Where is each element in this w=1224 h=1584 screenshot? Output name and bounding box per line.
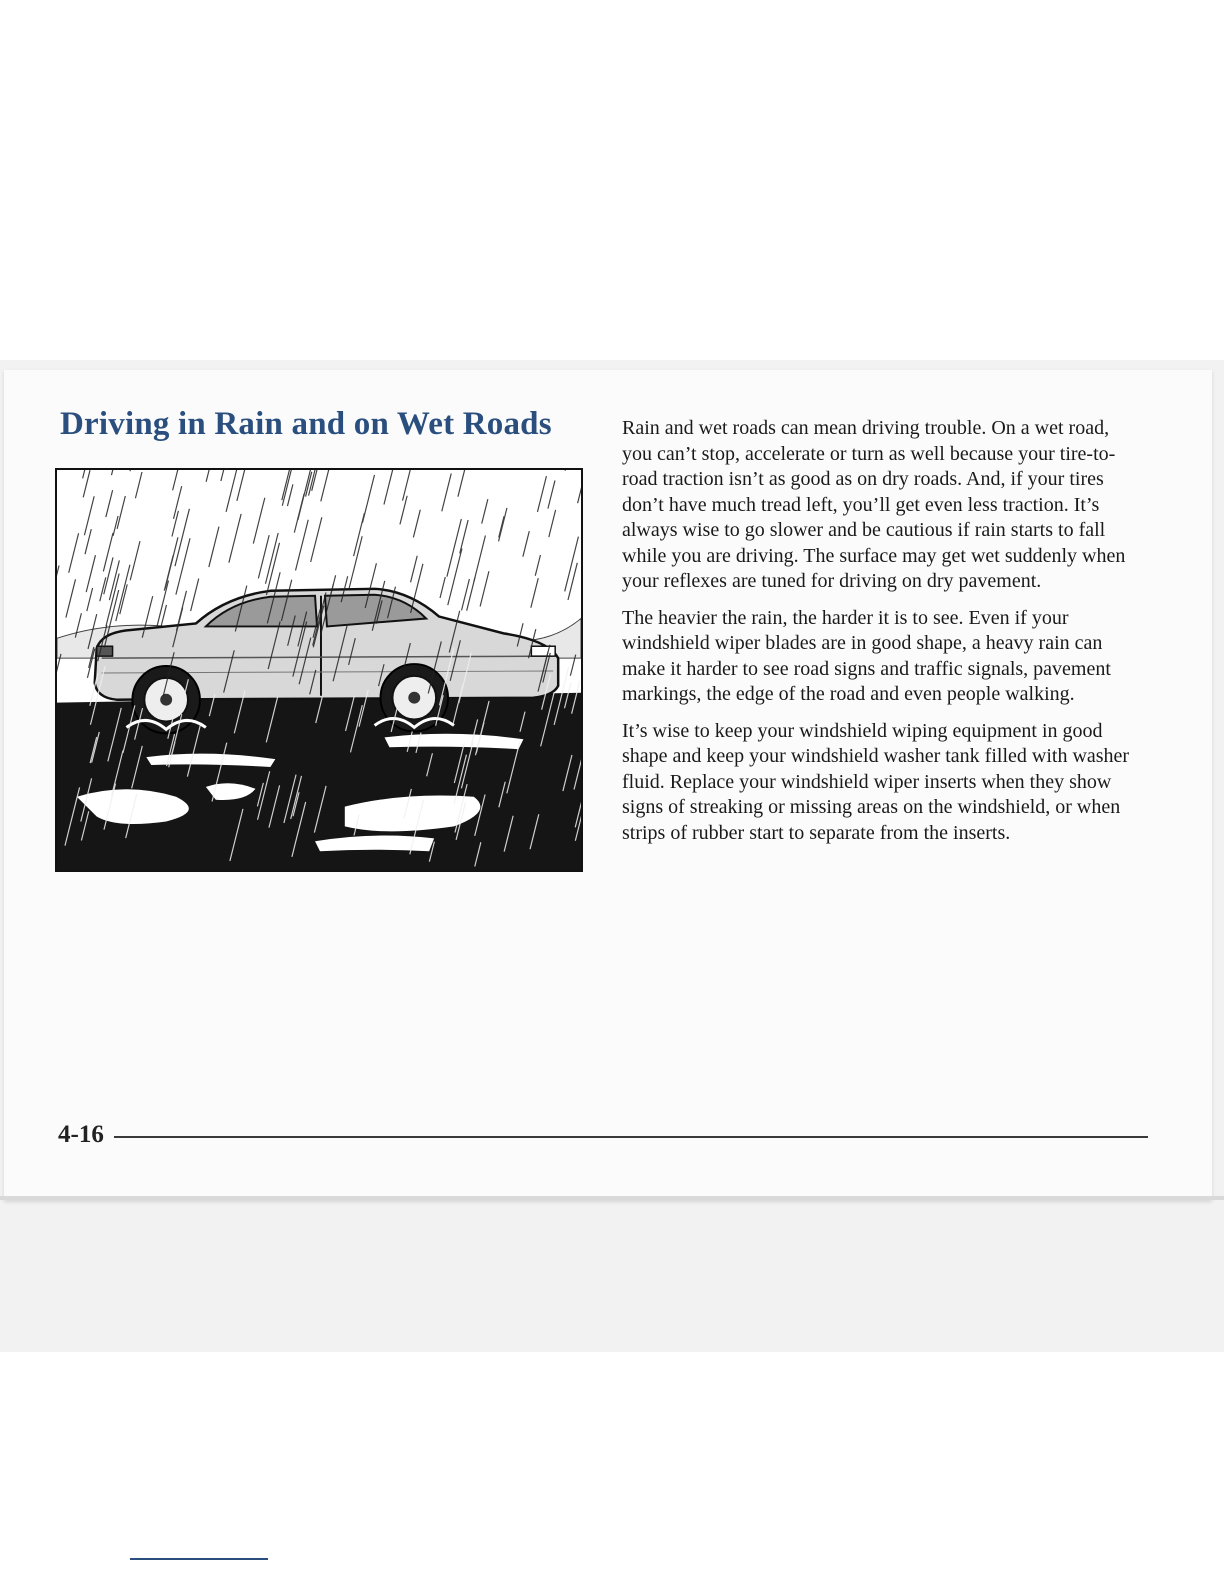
paragraph-visibility: The heavier the rain, the harder it is to see. Even if your windshield wiper blades are in good shape, a heavy rain can make it harder to see road signs and traffic signals, pavement markings, the edge of the road and even people walking.	[622, 606, 1111, 705]
body-text-column	[622, 416, 1142, 857]
paragraph-traction: Rain and wet roads can mean driving trouble. On a wet road, you can’t stop, accelerate or turn as well because your tire-to-road traction isn’t as good as on dry roads. And, if your tires don’t have much tread left, you’ll get even less traction. It’s always wise to go slower and be cautious if rain starts to fall while you are driving. The surface may get wet suddenly when your reflexes are tuned for driving on dry pavement.	[622, 417, 1126, 592]
car-in-rain-illustration	[55, 468, 583, 872]
footer-rule	[114, 1136, 1148, 1138]
page-footer	[58, 1117, 1148, 1153]
page-number: 4-16	[58, 1121, 104, 1148]
paragraph-wiper-maintenance: It’s wise to keep your windshield wiping equipment in good shape and keep your windshield washer tank filled with washer fluid. Replace your windshield wiper inserts when they show signs of streaking or missing areas on the windshield, or when strips of rubber start to separate from the inserts.	[622, 719, 1130, 844]
page-edge-shadow	[0, 1196, 1224, 1200]
car-driving-in-rain-illustration-icon	[57, 470, 581, 870]
bottom-underline	[130, 1558, 268, 1560]
section-title: Driving in Rain and on Wet Roads	[60, 406, 552, 442]
